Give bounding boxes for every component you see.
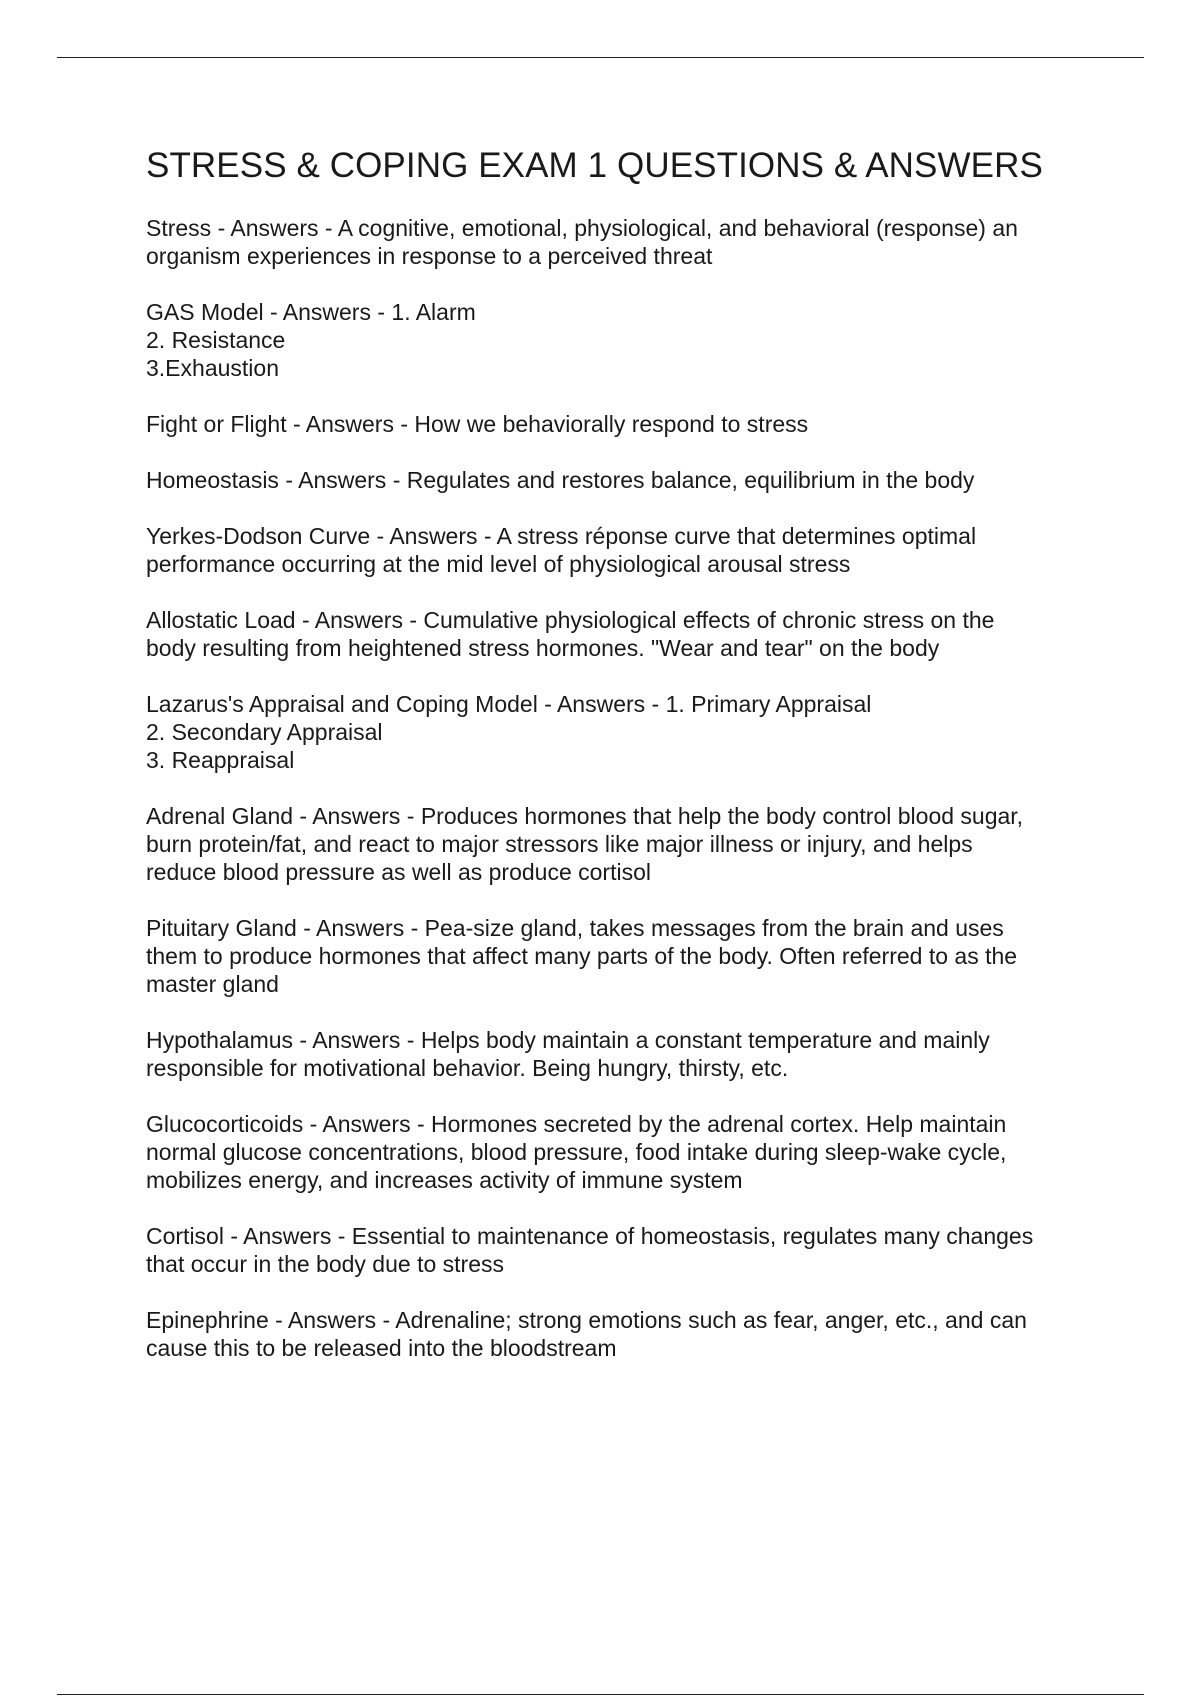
qa-entry-allostatic-load xyxy=(146,606,1096,662)
entry-line: Lazarus's Appraisal and Coping Model - Answers - 1. Primary Appraisal xyxy=(146,691,872,717)
entry-line: responsible for motivational behavior. Being hungry, thirsty, etc. xyxy=(146,1055,789,1081)
entry-line: mobilizes energy, and increases activity of immune system xyxy=(146,1167,743,1193)
entry-line: Epinephrine - Answers - Adrenaline; strong emotions such as fear, anger, etc., and can xyxy=(146,1307,1027,1333)
entry-line: Glucocorticoids - Answers - Hormones secreted by the adrenal cortex. Help maintain xyxy=(146,1111,1007,1137)
entry-line: Hypothalamus - Answers - Helps body maintain a constant temperature and mainly xyxy=(146,1027,990,1053)
entry-line: Homeostasis - Answers - Regulates and restores balance, equilibrium in the body xyxy=(146,467,975,493)
qa-entry-yerkes-dodson xyxy=(146,522,1096,578)
document-body xyxy=(146,142,1096,1390)
top-divider xyxy=(57,57,1144,58)
entry-line: performance occurring at the mid level of physiological arousal stress xyxy=(146,551,851,577)
qa-entry-stress xyxy=(146,214,1096,270)
entry-line: 2. Secondary Appraisal xyxy=(146,719,383,745)
qa-list xyxy=(146,214,1096,1362)
entry-line: Stress - Answers - A cognitive, emotional, physiological, and behavioral (response) an xyxy=(146,215,1018,241)
qa-entry-homeostasis xyxy=(146,466,1096,494)
entry-line: GAS Model - Answers - 1. Alarm xyxy=(146,299,476,325)
bottom-divider xyxy=(57,1694,1144,1695)
entry-line: burn protein/fat, and react to major stressors like major illness or injury, and helps xyxy=(146,831,973,857)
entry-line: Fight or Flight - Answers - How we behaviorally respond to stress xyxy=(146,411,809,437)
qa-entry-glucocorticoids xyxy=(146,1110,1096,1194)
entry-line: master gland xyxy=(146,971,279,997)
qa-entry-fight-or-flight xyxy=(146,410,1096,438)
entry-line: cause this to be released into the bloodstream xyxy=(146,1335,617,1361)
entry-line: normal glucose concentrations, blood pressure, food intake during sleep-wake cycle, xyxy=(146,1139,1007,1165)
entry-line: 3. Reappraisal xyxy=(146,747,295,773)
entry-line: Allostatic Load - Answers - Cumulative physiological effects of chronic stress on the xyxy=(146,607,995,633)
entry-line: organism experiences in response to a perceived threat xyxy=(146,243,713,269)
entry-line: that occur in the body due to stress xyxy=(146,1251,504,1277)
entry-line: Adrenal Gland - Answers - Produces hormones that help the body control blood sugar, xyxy=(146,803,1024,829)
qa-entry-lazarus-model xyxy=(146,690,1096,774)
qa-entry-gas-model xyxy=(146,298,1096,382)
entry-line: Yerkes-Dodson Curve - Answers - A stress réponse curve that determines optimal xyxy=(146,523,977,549)
qa-entry-adrenal-gland xyxy=(146,802,1096,886)
qa-entry-pituitary-gland xyxy=(146,914,1096,998)
entry-line: 2. Resistance xyxy=(146,327,286,353)
entry-line: them to produce hormones that affect many parts of the body. Often referred to as the xyxy=(146,943,1018,969)
entry-line: body resulting from heightened stress hormones. "Wear and tear" on the body xyxy=(146,635,940,661)
entry-line: Cortisol - Answers - Essential to maintenance of homeostasis, regulates many changes xyxy=(146,1223,1034,1249)
entry-line: reduce blood pressure as well as produce cortisol xyxy=(146,859,651,885)
qa-entry-hypothalamus xyxy=(146,1026,1096,1082)
entry-line: 3.Exhaustion xyxy=(146,355,279,381)
qa-entry-cortisol xyxy=(146,1222,1096,1278)
qa-entry-epinephrine xyxy=(146,1306,1096,1362)
document-title: STRESS & COPING EXAM 1 QUESTIONS & ANSWERS xyxy=(146,146,1043,185)
entry-line: Pituitary Gland - Answers - Pea-size gland, takes messages from the brain and uses xyxy=(146,915,1004,941)
